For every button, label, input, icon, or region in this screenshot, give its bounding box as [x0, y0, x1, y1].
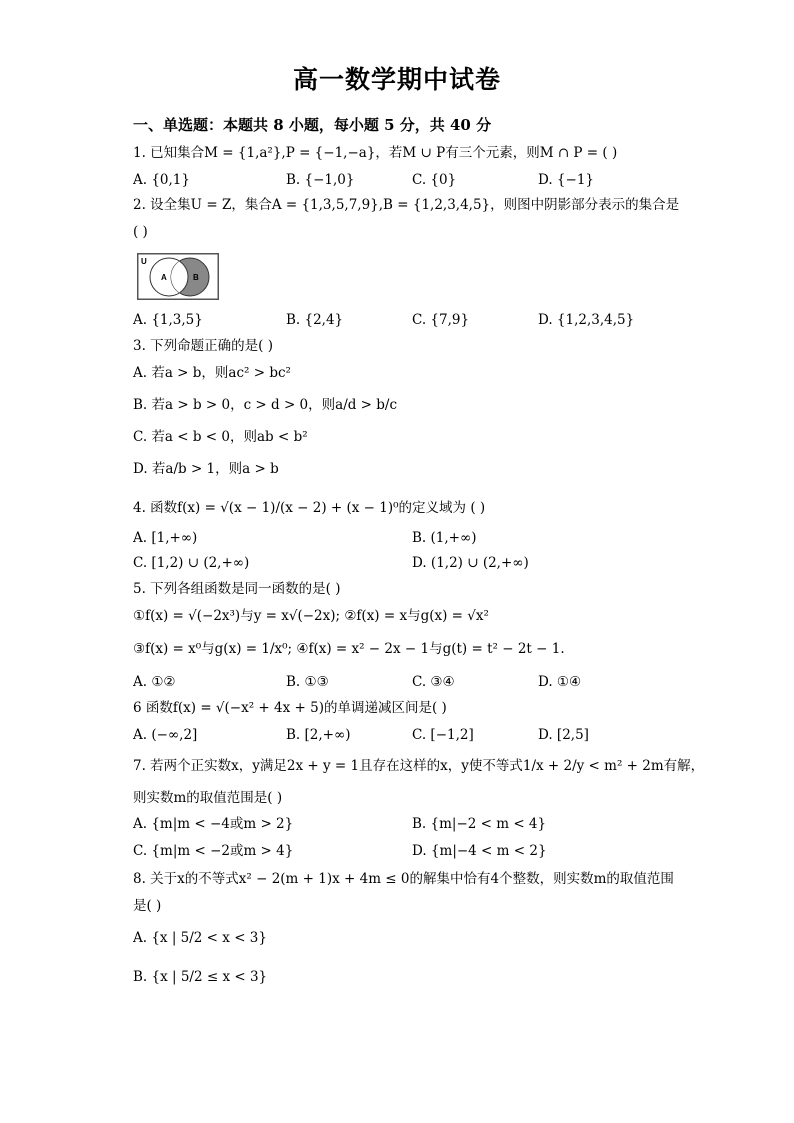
- question-1-option-c: C. {0}: [412, 172, 457, 188]
- question-2-option-d: D. {1,2,3,4,5}: [538, 312, 635, 328]
- question-5-stem: 5. 下列各组函数是同一函数的是( ): [133, 581, 341, 597]
- question-4-stem: 4. 函数f(x) = √(x − 1)/(x − 2) + (x − 1)⁰的定义域为 ( ): [133, 500, 486, 516]
- question-3-option-c: C. 若a < b < 0，则ab < b²: [133, 429, 308, 445]
- question-5-pairs-3-4: ③f(x) = x⁰与g(x) = 1/x⁰; ④f(x) = x² − 2x − 1与g(t) = t² − 2t − 1.: [133, 641, 565, 657]
- question-3-option-d: D. 若a/b > 1，则a > b: [133, 461, 279, 477]
- question-8-stem-cont: 是( ): [133, 898, 162, 914]
- question-4-option-d: D. (1,2) ∪ (2,+∞): [412, 555, 529, 571]
- question-5-option-c: C. ③④: [412, 674, 455, 690]
- question-2-option-b: B. {2,4}: [286, 312, 344, 328]
- question-8-stem: 8. 关于x的不等式x² − 2(m + 1)x + 4m ≤ 0的解集中恰有4个整数，则实数m的取值范围: [133, 871, 674, 887]
- question-1-stem: 1. 已知集合M = {1,a²},P = {−1,−a}，若M ∪ P有三个元素，则M ∩ P = ( ): [133, 145, 618, 161]
- question-2-option-a: A. {1,3,5}: [133, 312, 203, 328]
- question-8-option-a: A. {x | 5/2 < x < 3}: [133, 930, 267, 946]
- question-1-option-a: A. {0,1}: [133, 172, 190, 188]
- question-3-stem: 3. 下列命题正确的是( ): [133, 338, 273, 354]
- section-heading: 一、单选题：本题共 8 小题，每小题 5 分，共 40 分: [133, 116, 492, 134]
- question-6-option-d: D. [2,5]: [538, 727, 589, 743]
- question-4-option-c: C. [1,2) ∪ (2,+∞): [133, 555, 250, 571]
- question-2-stem-cont: ( ): [133, 224, 148, 240]
- question-5-option-d: D. ①④: [538, 674, 582, 690]
- question-5-pairs-1-2: ①f(x) = √(−2x³)与y = x√(−2x); ②f(x) = x与g(x) = √x²: [133, 608, 489, 624]
- question-6-option-c: C. [−1,2]: [412, 727, 474, 743]
- question-6-option-a: A. (−∞,2]: [133, 727, 198, 743]
- question-4-option-b: B. (1,+∞): [412, 530, 477, 546]
- venn-label-b: B: [193, 273, 199, 282]
- question-1-option-d: D. {−1}: [538, 172, 595, 188]
- question-8-option-b: B. {x | 5/2 ≤ x < 3}: [133, 969, 268, 985]
- question-7-option-d: D. {m|−4 < m < 2}: [412, 843, 547, 859]
- question-1-option-b: B. {−1,0}: [286, 172, 355, 188]
- question-7-option-c: C. {m|m < −2或m > 4}: [133, 843, 294, 859]
- question-6-stem: 6 函数f(x) = √(−x² + 4x + 5)的单调递减区间是( ): [133, 700, 447, 716]
- question-2-stem: 2. 设全集U = Z，集合A = {1,3,5,7,9},B = {1,2,3,4,5}，则图中阴影部分表示的集合是: [133, 197, 680, 213]
- question-3-option-a: A. 若a > b，则ac² > bc²: [133, 365, 291, 381]
- venn-label-u: U: [141, 257, 147, 266]
- venn-label-a: A: [161, 273, 167, 282]
- question-3-option-b: B. 若a > b > 0，c > d > 0，则a/d > b/c: [133, 397, 398, 413]
- page-title: 高一数学期中试卷: [292, 65, 501, 94]
- question-7-option-b: B. {m|−2 < m < 4}: [412, 816, 547, 832]
- question-5-option-a: A. ①②: [133, 674, 176, 690]
- question-7-option-a: A. {m|m < −4或m > 2}: [133, 816, 294, 832]
- venn-diagram: [137, 253, 219, 300]
- question-7-stem: 7. 若两个正实数x，y满足2x + y = 1且存在这样的x，y使不等式1/x + 2/y < m² + 2m有解，: [133, 758, 705, 774]
- question-6-option-b: B. [2,+∞): [286, 727, 351, 743]
- question-4-option-a: A. [1,+∞): [133, 530, 198, 546]
- question-7-stem-cont: 则实数m的取值范围是( ): [133, 790, 283, 806]
- question-5-option-b: B. ①③: [286, 674, 329, 690]
- question-2-option-c: C. {7,9}: [412, 312, 470, 328]
